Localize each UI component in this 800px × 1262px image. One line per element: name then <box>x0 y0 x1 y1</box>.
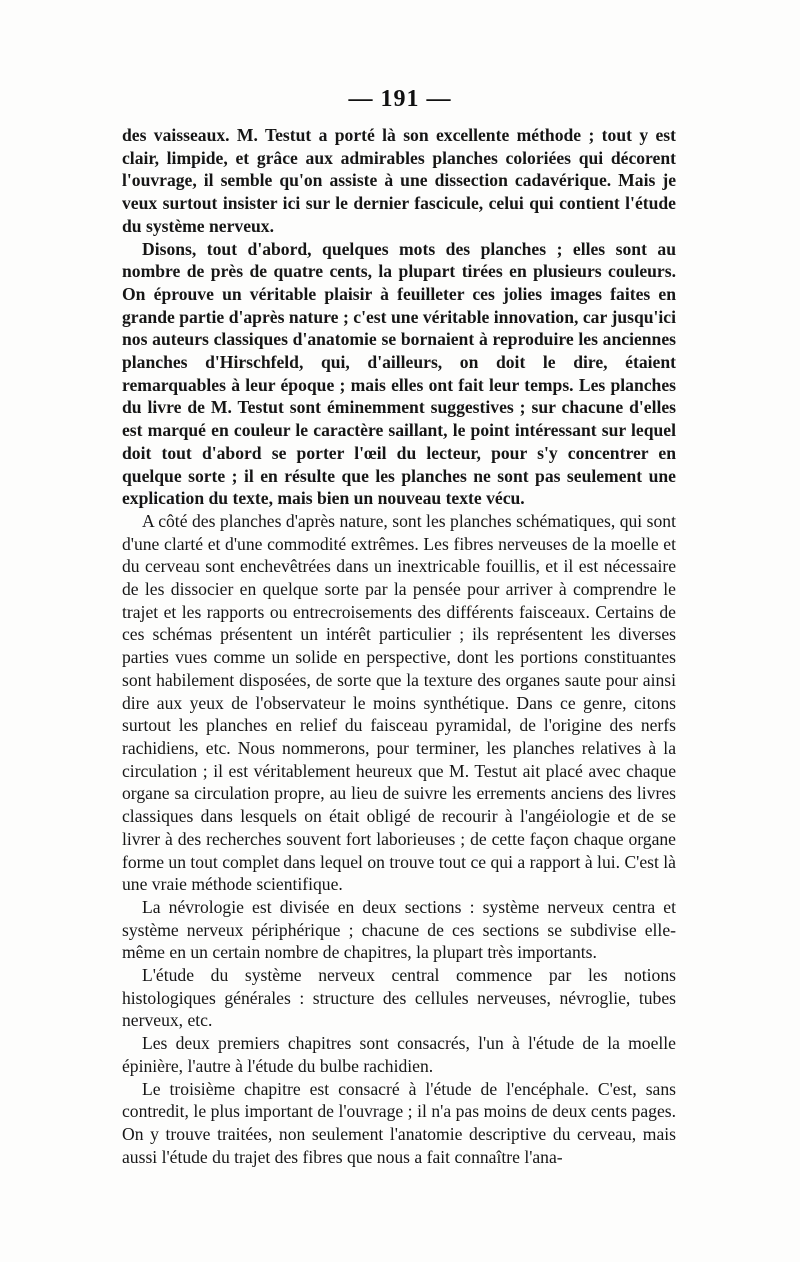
paragraph-7: Le troisième chapitre est consacré à l'étude de l'encéphale. C'est, sans contredit, le plus important de l'ouvrage ; il n'a pas moins de deux cents pages. On y trouve traitées, non seulement l'anatomie descriptive du cerveau, mais aussi l'étude du trajet des fibres que nous a fait connaître l'ana- <box>122 1078 676 1167</box>
paragraph-6: Les deux premiers chapitres sont consacrés, l'un à l'étude de la moelle épinière, l'autre à l'étude du bulbe rachidien. <box>122 1033 676 1076</box>
paragraph-5: L'étude du système nerveux central commence par les notions histologiques générales : structure des cellules nerveuses, névroglie, tubes nerveux, etc. <box>122 965 676 1031</box>
paragraph-4: La névrologie est divisée en deux sections : système nerveux centra et système nerveux périphérique ; chacune de ces sections se subdivise elle-même en un certain nombre de chapitres, la plupart très importants. <box>122 896 676 963</box>
paragraph-1: des vaisseaux. M. Testut a porté là son excellente méthode ; tout y est clair, limpide, et grâce aux admirables planches coloriées qui décorent l'ouvrage, il semble qu'on assiste à une dissection cadavérique. Mais je veux surtout insister ici sur le dernier fascicule, celui qui contient l'étude du système nerveux. <box>122 125 676 236</box>
paragraph-3: A côté des planches d'après nature, sont les planches schématiques, qui sont d'une clarté et d'une commodité extrêmes. Les fibres nerveuses de la moelle et du cerveau sont enchevêtrées dans un inextricable fouillis, et il est nécessaire de les dissocier en quelque sorte par la pensée pour arriver à comprendre le trajet et les rapports ou entrecroisements des différents faisceaux. Certains de ces schémas présentent un intérêt particulier ; ils représentent les diverses parties vues comme un solide en perspective, dont les portions constituantes sont habilement disposées, de sorte que la texture des organes saute pour ainsi dire aux yeux de l'observateur le moins synthétique. Dans ce genre, citons surtout les planches en relief du faisceau pyramidal, de l'origine des nerfs rachidiens, etc. Nous nommerons, pour terminer, les planches relatives à la circulation ; il est véritablement heureux que M. Testut ait placé avec chaque organe sa circulation propre, au lieu de suivre les errements anciens des livres classiques dans lesquels on était obligé de recourir à l'angéiologie et de se livrer à des recherches souvent fort laborieuses ; de cette façon chaque organe forme un tout complet dans lequel on trouve tout ce qui a rapport à lui. C'est là une vraie méthode scientifique. <box>122 510 676 895</box>
page-number: — 191 — <box>348 86 452 112</box>
body-text <box>122 124 676 1168</box>
paragraph-2: Disons, tout d'abord, quelques mots des planches ; elles sont au nombre de près de quatre cents, la plupart tirées en plusieurs couleurs. On éprouve un véritable plaisir à feuilleter ces jolies images faites en grande partie d'après nature ; c'est une véritable innovation, car jusqu'ici nos auteurs classiques d'anatomie se bornaient à reproduire les anciennes planches d'Hirschfeld, qui, d'ailleurs, on doit le dire, étaient remarquables à leur époque ; mais elles ont fait leur temps. Les planches du livre de M. Testut sont éminemment suggestives ; sur chacune d'elles est marqué en couleur le caractère saillant, le point intéressant sur lequel doit tout d'abord se porter l'œil du lecteur, pour s'y concentrer en quelque sorte ; il en résulte que les planches ne sont pas seulement une explication du texte, mais bien un nouveau texte vécu. <box>122 238 676 509</box>
